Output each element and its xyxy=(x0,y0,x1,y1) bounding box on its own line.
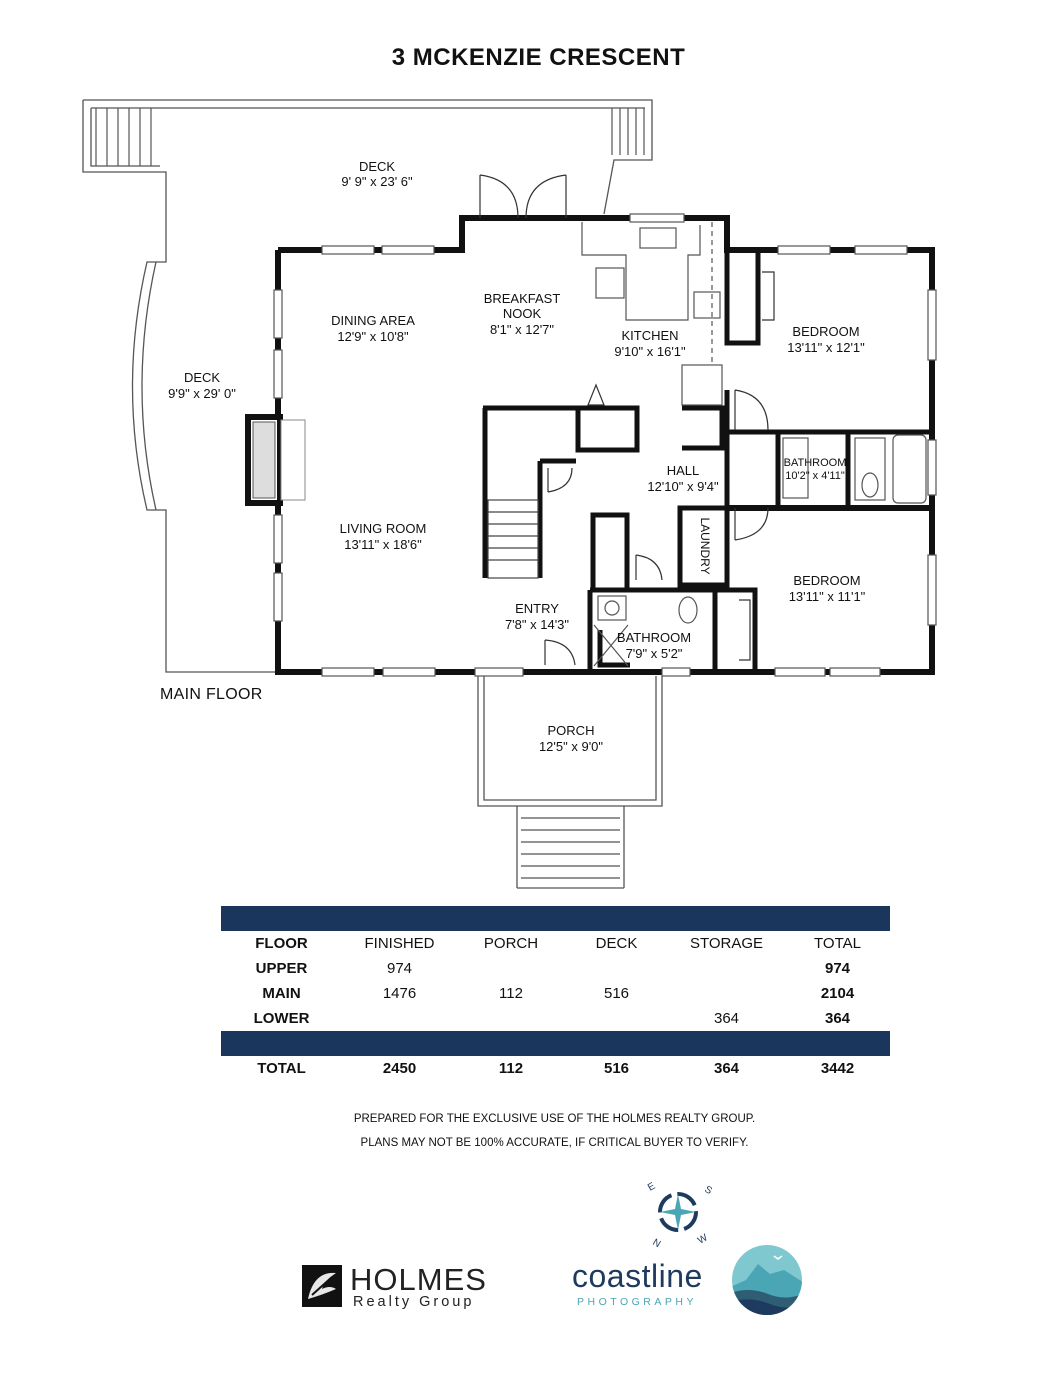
compass-e: E xyxy=(646,1180,658,1194)
table-row xyxy=(221,981,890,1006)
holmes-subtitle: Realty Group xyxy=(353,1294,475,1310)
kitchen-dims: 9'10" x 16'1" xyxy=(614,344,686,359)
bedroom1-name: BEDROOM xyxy=(792,324,860,339)
total-cell: 364 xyxy=(713,1060,740,1077)
interior-stairs xyxy=(488,500,538,578)
hall-dims: 12'10" x 9'4" xyxy=(647,479,719,494)
kitchen-name: KITCHEN xyxy=(621,328,679,343)
bedroom1-dims: 13'11" x 12'1" xyxy=(787,340,865,355)
table-bar-bottom xyxy=(221,1031,890,1056)
deck-left-name: DECK xyxy=(183,370,221,385)
coastline-name: coastline xyxy=(572,1258,703,1294)
kitchen-fixtures xyxy=(582,222,722,405)
holmes-name: HOLMES xyxy=(350,1262,487,1297)
bathroom2-dims: 7'9" x 5'2" xyxy=(625,646,683,661)
disclaimer-line-2: PLANS MAY NOT BE 100% ACCURATE, IF CRITICAL BUYER TO VERIFY. xyxy=(360,1137,749,1149)
compass-icon xyxy=(636,1178,720,1250)
table-cell: 364 xyxy=(824,1010,851,1027)
header-cell: PORCH xyxy=(483,935,539,952)
compass-s: S xyxy=(702,1184,714,1197)
porch-dims: 12'5" x 9'0" xyxy=(538,739,604,754)
porch xyxy=(478,676,662,888)
holmes-logo-icon xyxy=(302,1265,342,1307)
deck-top-name: DECK xyxy=(358,159,396,174)
coastline-logo-icon xyxy=(728,1244,806,1316)
deck-stairs-left xyxy=(96,108,151,166)
living-name: LIVING ROOM xyxy=(339,521,427,536)
disclaimer-line-1: PREPARED FOR THE EXCLUSIVE USE OF THE HOLMES REALTY GROUP. xyxy=(353,1113,756,1125)
total-cell: 2450 xyxy=(382,1060,417,1077)
fireplace xyxy=(248,417,305,503)
bedroom2-dims: 13'11" x 11'1" xyxy=(788,589,866,604)
deck-stairs-right xyxy=(612,108,644,155)
header-cell: FINISHED xyxy=(364,935,435,952)
entry-dims: 7'8" x 14'3" xyxy=(504,617,570,632)
table-cell: 2104 xyxy=(820,985,855,1002)
header-cell: STORAGE xyxy=(689,935,764,952)
header-cell: FLOOR xyxy=(255,935,308,952)
deck-top-dims: 9' 9" x 23' 6" xyxy=(341,174,413,189)
nook-dims: 8'1" x 12'7" xyxy=(489,322,555,337)
floor-label: MAIN FLOOR xyxy=(160,686,263,703)
table-cell: LOWER xyxy=(253,1010,310,1027)
nook-name-2: NOOK xyxy=(502,306,542,321)
living-dims: 13'11" x 18'6" xyxy=(344,537,422,552)
deck-left-dims: 9'9" x 29' 0" xyxy=(168,386,236,401)
compass-w: W xyxy=(696,1232,710,1247)
total-cell: 112 xyxy=(498,1060,524,1077)
table-cell: 112 xyxy=(499,985,523,1002)
bathroom2-name: BATHROOM xyxy=(616,630,692,645)
table-header-row xyxy=(221,931,890,956)
porch-name: PORCH xyxy=(547,723,595,738)
header-cell: DECK xyxy=(595,935,638,952)
table-cell: 974 xyxy=(386,960,413,977)
table-cell: 974 xyxy=(824,960,851,977)
bedroom2-name: BEDROOM xyxy=(793,573,861,588)
dining-dims: 12'9" x 10'8" xyxy=(337,329,409,344)
table-row xyxy=(221,1006,890,1031)
bathroom1-name: BATHROOM xyxy=(783,457,847,469)
table-cell: 516 xyxy=(603,985,630,1002)
nook-name-1: BREAKFAST xyxy=(483,291,561,306)
header-cell: TOTAL xyxy=(814,935,861,952)
table-cell: UPPER xyxy=(255,960,308,977)
table-bar-top xyxy=(221,906,890,931)
table-total-row xyxy=(221,1056,890,1081)
table-cell: 1476 xyxy=(382,985,417,1002)
bathroom1-dims: 10'2" x 4'11" xyxy=(785,470,845,482)
total-cell: TOTAL xyxy=(257,1060,306,1077)
coastline-subtitle: PHOTOGRAPHY xyxy=(577,1296,697,1308)
entry-name: ENTRY xyxy=(515,601,559,616)
table-cell: MAIN xyxy=(262,985,301,1002)
laundry-label: LAUNDRY xyxy=(698,517,712,575)
area-table xyxy=(221,906,890,1081)
total-cell: 516 xyxy=(603,1060,630,1077)
total-cell: 3442 xyxy=(820,1060,855,1077)
table-row xyxy=(221,956,890,981)
page-title: 3 MCKENZIE CRESCENT xyxy=(391,44,686,71)
compass-n: N xyxy=(650,1237,663,1250)
dining-name: DINING AREA xyxy=(331,313,415,328)
hall-name: HALL xyxy=(666,463,700,478)
table-cell: 364 xyxy=(713,1010,740,1027)
